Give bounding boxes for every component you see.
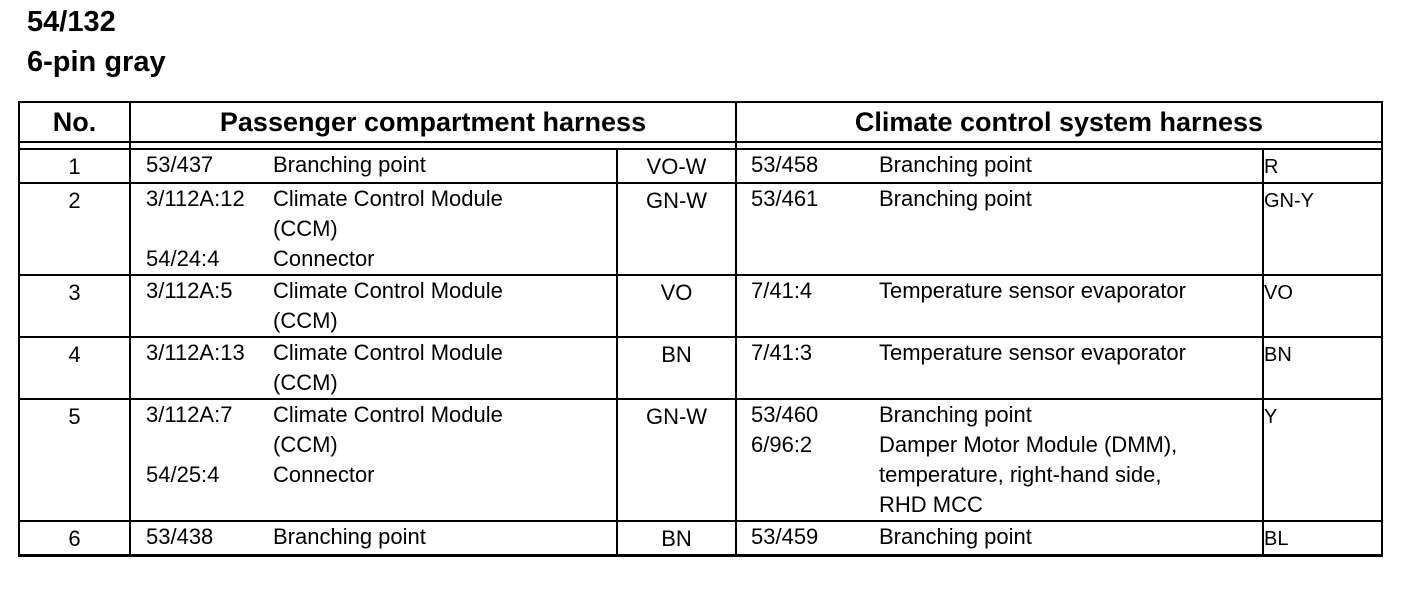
climate-reference (737, 338, 879, 368)
passenger-entries (131, 184, 616, 274)
passenger-description (273, 150, 616, 180)
pin-number-cell (19, 337, 130, 399)
climate-reference (737, 430, 879, 520)
climate-wire-color: BN (1264, 344, 1292, 366)
passenger-wire-color: GN-W (645, 404, 708, 429)
passenger-description-line: Branching point (273, 152, 426, 177)
passenger-wire-color-cell (617, 183, 736, 275)
passenger-reference (131, 460, 273, 490)
passenger-wire-color: GN-W (645, 188, 708, 213)
climate-entry (737, 522, 1262, 552)
pin-number: 1 (68, 154, 81, 179)
pinout-table (18, 101, 1383, 557)
climate-description (879, 338, 1262, 368)
climate-description-line: RHD MCC (879, 492, 983, 517)
passenger-description-line: (CCM) (273, 370, 338, 395)
passenger-description-line: Connector (273, 462, 375, 487)
climate-description-line: Damper Motor Module (DMM), (879, 432, 1178, 457)
pin-number: 4 (68, 342, 81, 367)
passenger-entries (131, 522, 616, 552)
passenger-description-line: Climate Control Module (273, 278, 503, 303)
passenger-entries (131, 400, 616, 490)
climate-entry (737, 430, 1262, 520)
table-row (19, 275, 1382, 337)
passenger-entry (131, 460, 616, 490)
climate-entries (737, 150, 1262, 180)
passenger-description-line: (CCM) (273, 308, 338, 333)
climate-reference (737, 400, 879, 430)
climate-cell (736, 275, 1263, 337)
climate-description (879, 150, 1262, 180)
climate-reference-text: 7/41:4 (751, 278, 813, 303)
passenger-entry (131, 276, 616, 336)
climate-entries (737, 338, 1262, 368)
pin-number-cell (19, 399, 130, 521)
passenger-cell (130, 275, 617, 337)
climate-description-line: Branching point (879, 152, 1032, 177)
climate-cell (736, 183, 1263, 275)
passenger-reference-text: 3/112A:13 (146, 340, 245, 365)
climate-reference (737, 276, 879, 306)
passenger-reference (131, 150, 273, 180)
passenger-description-line: (CCM) (273, 216, 338, 241)
passenger-entry (131, 244, 616, 274)
passenger-description (273, 244, 616, 274)
table-row (19, 521, 1382, 556)
passenger-description (273, 184, 616, 244)
passenger-wire-color: VO-W (646, 154, 707, 179)
climate-description-line: Temperature sensor evaporator (879, 278, 1186, 303)
table-body (19, 149, 1382, 556)
climate-wire-color-cell (1263, 149, 1382, 183)
passenger-reference-text: 3/112A:5 (146, 278, 233, 303)
passenger-cell (130, 337, 617, 399)
climate-description (879, 400, 1262, 430)
passenger-reference-text: 54/24:4 (146, 246, 220, 271)
passenger-cell (130, 183, 617, 275)
passenger-reference (131, 244, 273, 274)
passenger-cell (130, 521, 617, 556)
climate-wire-color: BL (1264, 528, 1289, 550)
climate-cell (736, 337, 1263, 399)
passenger-wire-color-cell (617, 521, 736, 556)
header-no: No. (19, 102, 130, 142)
passenger-description-line: (CCM) (273, 432, 338, 457)
passenger-reference (131, 276, 273, 336)
climate-reference-text: 53/458 (751, 152, 819, 177)
passenger-description-line: Climate Control Module (273, 340, 503, 365)
passenger-wire-color: VO (660, 280, 693, 305)
climate-wire-color-cell (1263, 337, 1382, 399)
passenger-reference-text: 3/112A:12 (146, 186, 245, 211)
connector-description: 6-pin gray (27, 46, 166, 78)
pin-number-cell (19, 521, 130, 556)
climate-entries (737, 276, 1262, 306)
pin-number: 5 (68, 404, 81, 429)
climate-entry (737, 400, 1262, 430)
passenger-description-line: Branching point (273, 524, 426, 549)
climate-wire-color: Y (1264, 406, 1278, 428)
climate-cell (736, 149, 1263, 183)
climate-reference (737, 184, 879, 214)
passenger-entry (131, 400, 616, 460)
climate-cell (736, 399, 1263, 521)
climate-description-line: temperature, right-hand side, (879, 462, 1162, 487)
passenger-wire-color-cell (617, 337, 736, 399)
climate-entries (737, 522, 1262, 552)
passenger-wire-color-cell (617, 149, 736, 183)
pin-number: 3 (68, 280, 81, 305)
passenger-description (273, 460, 616, 490)
passenger-entries (131, 338, 616, 398)
passenger-wire-color-cell (617, 399, 736, 521)
climate-entries (737, 184, 1262, 214)
passenger-cell (130, 149, 617, 183)
passenger-entry (131, 150, 616, 180)
passenger-description (273, 522, 616, 552)
passenger-reference (131, 184, 273, 244)
table-row (19, 149, 1382, 183)
passenger-reference (131, 522, 273, 552)
passenger-cell (130, 399, 617, 521)
passenger-wire-color-cell (617, 275, 736, 337)
climate-wire-color: VO (1264, 282, 1293, 304)
table-row (19, 399, 1382, 521)
passenger-reference-text: 54/25:4 (146, 462, 220, 487)
climate-wire-color-cell (1263, 183, 1382, 275)
pin-number: 6 (68, 526, 81, 551)
climate-reference (737, 150, 879, 180)
passenger-reference-text: 53/437 (146, 152, 214, 177)
passenger-reference-text: 53/438 (146, 524, 214, 549)
climate-entry (737, 338, 1262, 368)
passenger-description (273, 400, 616, 460)
passenger-description-line: Connector (273, 246, 375, 271)
climate-reference-text: 53/460 (751, 402, 819, 427)
climate-description (879, 430, 1262, 520)
passenger-entries (131, 276, 616, 336)
climate-reference-text: 53/459 (751, 524, 819, 549)
connector-code: 54/132 (27, 6, 116, 38)
pin-number-cell (19, 183, 130, 275)
passenger-description (273, 338, 616, 398)
table-row (19, 183, 1382, 275)
climate-description-line: Temperature sensor evaporator (879, 340, 1186, 365)
passenger-entry (131, 522, 616, 552)
climate-reference (737, 522, 879, 552)
pin-number: 2 (68, 188, 81, 213)
header-climate-harness: Climate control system harness (736, 102, 1382, 142)
table-row (19, 337, 1382, 399)
climate-reference-text: 53/461 (751, 186, 819, 211)
climate-cell (736, 521, 1263, 556)
climate-description-line: Branching point (879, 524, 1032, 549)
climate-wire-color: R (1264, 156, 1279, 178)
pin-number-cell (19, 149, 130, 183)
passenger-entry (131, 184, 616, 244)
climate-wire-color-cell (1263, 275, 1382, 337)
header-passenger-harness: Passenger compartment harness (130, 102, 736, 142)
climate-wire-color-cell (1263, 521, 1382, 556)
passenger-reference-text: 3/112A:7 (146, 402, 233, 427)
passenger-reference (131, 400, 273, 460)
climate-reference-text: 6/96:2 (751, 432, 813, 457)
pin-number-cell (19, 275, 130, 337)
table-header-row (19, 102, 1382, 142)
climate-entry (737, 184, 1262, 214)
passenger-wire-color: BN (661, 342, 692, 367)
climate-description-line: Branching point (879, 402, 1032, 427)
passenger-description-line: Climate Control Module (273, 186, 503, 211)
climate-entry (737, 150, 1262, 180)
climate-description (879, 276, 1262, 306)
passenger-reference (131, 338, 273, 398)
passenger-description-line: Climate Control Module (273, 402, 503, 427)
climate-entries (737, 400, 1262, 520)
passenger-entry (131, 338, 616, 398)
climate-wire-color-cell (1263, 399, 1382, 521)
header-separator (19, 142, 1382, 149)
climate-description (879, 184, 1262, 214)
climate-entry (737, 276, 1262, 306)
passenger-description (273, 276, 616, 336)
climate-wire-color: GN-Y (1264, 190, 1314, 212)
climate-description (879, 522, 1262, 552)
climate-description-line: Branching point (879, 186, 1032, 211)
passenger-wire-color: BN (661, 526, 692, 551)
passenger-entries (131, 150, 616, 180)
climate-reference-text: 7/41:3 (751, 340, 813, 365)
